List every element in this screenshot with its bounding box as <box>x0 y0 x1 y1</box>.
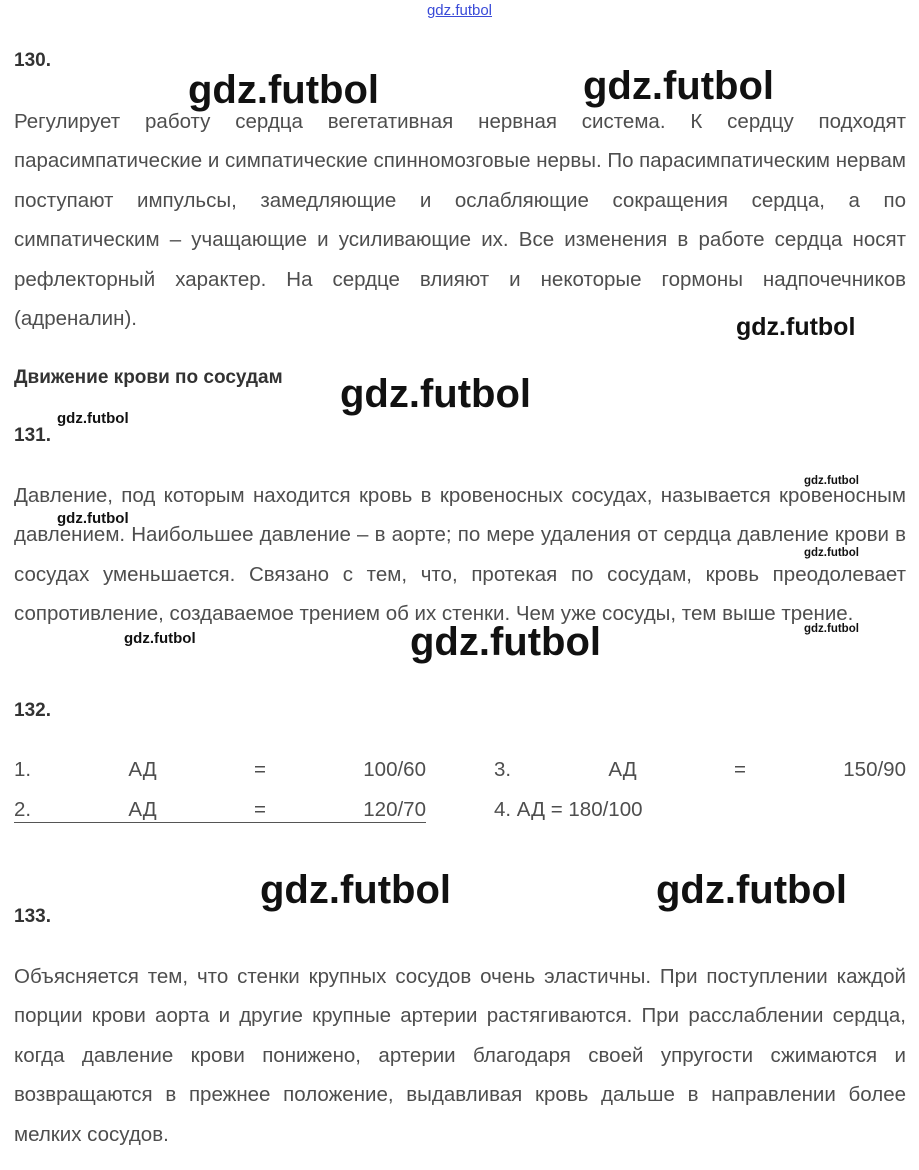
section-heading: Движение крови по сосудам <box>14 367 283 388</box>
watermark: gdz.futbol <box>188 68 380 112</box>
bp-item-1 <box>14 758 426 782</box>
bp-item-label: АД <box>128 758 157 781</box>
watermark: gdz.futbol <box>736 313 856 341</box>
watermark: gdz.futbol <box>260 868 452 912</box>
bp-item-2 <box>14 798 426 823</box>
watermark: gdz.futbol <box>804 475 859 487</box>
watermark: gdz.futbol <box>410 620 602 664</box>
task-number-133: 133. <box>14 906 51 927</box>
watermark: gdz.futbol <box>804 547 859 559</box>
bp-item-4: 4. АД = 180/100 <box>494 798 643 821</box>
task-133-text: Объясняется тем, что стенки крупных сосудов очень эластичны. При поступлении каждой порции крови аорта и другие крупные артерии растягиваются. При расслаблении сердца, когда давление крови понижено, артерии благодаря своей упругости сжимаются и возвращаются в прежнее положение, выдавливая кровь дальше в направлении более мелких сосудов. <box>14 965 906 1146</box>
watermark: gdz.futbol <box>804 623 859 635</box>
bp-item-label: АД <box>608 758 637 781</box>
watermark: gdz.futbol <box>656 868 848 912</box>
task-130-text: Регулирует работу сердца вегетативная нервная система. К сердцу подходят парасимпатические и симпатические спинномозговые нервы. По парасимпатическим нервам поступают импульсы, замедляющие и ослабляющие сокращения сердца, а по симпатическим – учащающие и усиливающие их. Все изменения в работе сердца носят рефлекторный характер. На сердце влияют и некоторые гормоны надпочечников (адреналин). <box>14 110 906 331</box>
watermark: gdz.futbol <box>57 410 129 427</box>
bp-item-3 <box>494 758 906 782</box>
site-link[interactable]: gdz.futbol <box>426 2 493 19</box>
bp-item-number: 3. <box>494 758 512 781</box>
bp-item-number: 1. <box>14 758 32 781</box>
watermark: gdz.futbol <box>124 630 196 647</box>
watermark: gdz.futbol <box>583 64 775 108</box>
task-number-131: 131. <box>14 425 51 446</box>
bp-item-equals: = <box>253 798 266 821</box>
bp-item-value: 120/70 <box>363 798 426 821</box>
task-131-text: Давление, под которым находится кровь в кровеносных сосудах, называется кровеносным давлением. Наибольшее давление – в аорте; по мере удаления от сердца давление крови в сосудах уменьшается. Связано с тем, что, протекая по сосудам, кровь преодолевает сопротивление, создаваемое трением об их стенки. Чем уже сосуды, тем выше трение. <box>14 484 906 626</box>
task-number-130: 130. <box>14 50 51 71</box>
bp-item-value: 150/90 <box>843 758 906 781</box>
task-number-132: 132. <box>14 700 51 721</box>
watermark: gdz.futbol <box>340 372 532 416</box>
bp-item-number: 2. <box>14 798 32 821</box>
bp-item-label: АД <box>128 798 157 821</box>
watermark: gdz.futbol <box>57 510 129 527</box>
bp-item-equals: = <box>253 758 266 781</box>
bp-item-equals: = <box>733 758 746 781</box>
bp-item-value: 100/60 <box>363 758 426 781</box>
